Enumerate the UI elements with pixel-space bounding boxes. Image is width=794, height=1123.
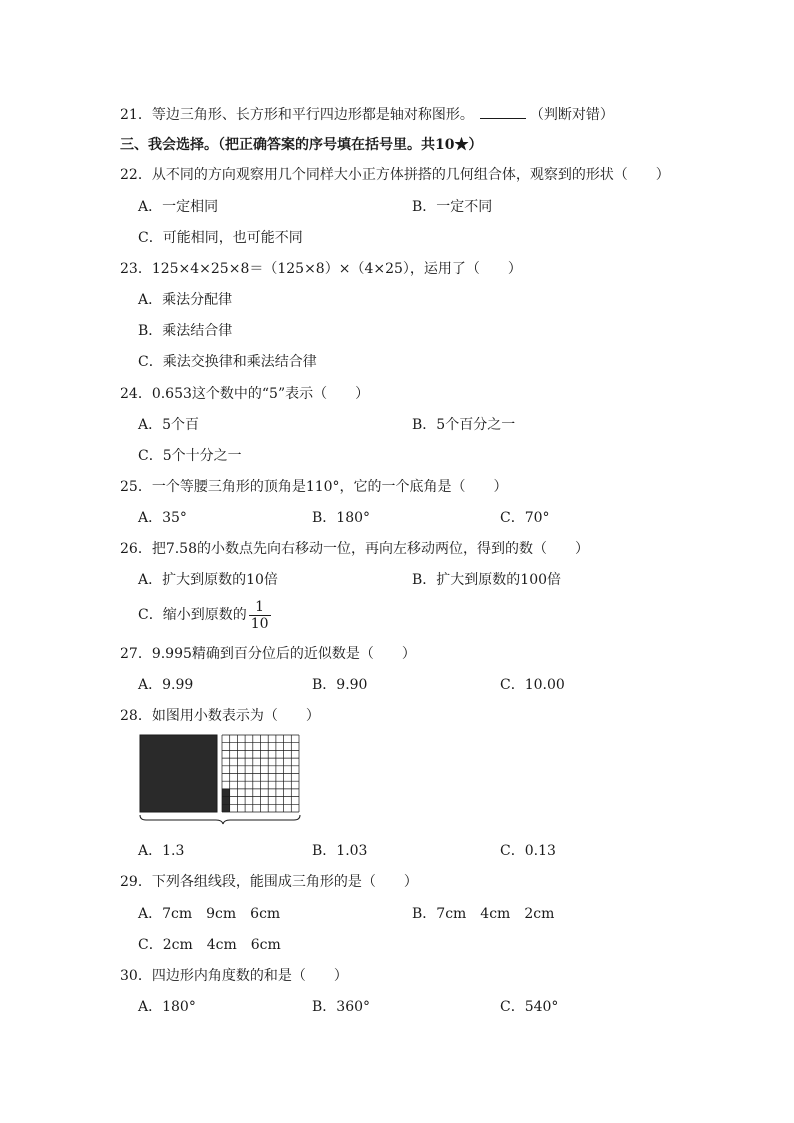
decimal-grid-figure xyxy=(138,733,308,825)
option-b[interactable]: B．360° xyxy=(312,999,371,1015)
option-c[interactable]: C．0.13 xyxy=(500,843,556,859)
question-22-stem: 22．从不同的方向观察用几个同样大小正方体拼搭的几何组合体，观察到的形状（ ） xyxy=(120,167,670,183)
fraction xyxy=(249,599,271,632)
question-25-stem: 25．一个等腰三角形的顶角是110°，它的一个底角是（ ） xyxy=(120,479,508,495)
option-c[interactable]: C．540° xyxy=(500,999,559,1015)
option-c[interactable]: C．70° xyxy=(500,510,550,526)
question-28-stem: 28．如图用小数表示为（ ） xyxy=(120,708,320,724)
fraction-numerator: 1 xyxy=(249,599,271,616)
hundred-grid xyxy=(222,735,299,812)
option-c-text: C．缩小到原数的 xyxy=(138,607,247,623)
answer-blank[interactable] xyxy=(480,104,526,119)
option-c[interactable]: C．可能相同，也可能不同 xyxy=(138,230,303,246)
question-21-text: 21．等边三角形、长方形和平行四边形都是轴对称图形。 xyxy=(120,107,474,123)
option-b[interactable]: B．9.90 xyxy=(312,677,368,693)
option-c[interactable]: C．乘法交换律和乘法结合律 xyxy=(138,354,317,370)
option-c[interactable]: C．5个十分之一 xyxy=(138,448,242,464)
fraction-denominator: 10 xyxy=(250,615,269,632)
brace xyxy=(140,815,300,824)
filled-square xyxy=(140,735,217,812)
question-21 xyxy=(120,104,614,124)
option-b[interactable]: B．1.03 xyxy=(312,843,368,859)
question-23-stem: 23．125×4×25×8＝（125×8）×（4×25），运用了（ ） xyxy=(120,261,522,277)
question-24-stem: 24．0.653这个数中的“5”表示（ ） xyxy=(120,386,370,402)
option-a[interactable]: A．1.3 xyxy=(138,843,185,859)
option-b[interactable]: B．180° xyxy=(312,510,371,526)
option-b[interactable]: B．7cm 4cm 2cm xyxy=(412,906,555,922)
option-a[interactable]: A．35° xyxy=(138,510,187,526)
question-27-stem: 27．9.995精确到百分位后的近似数是（ ） xyxy=(120,646,416,662)
option-b[interactable]: B．5个百分之一 xyxy=(412,417,516,433)
section-heading: 三、我会选择。（把正确答案的序号填在括号里。共10★） xyxy=(120,137,483,153)
option-a[interactable]: A．7cm 9cm 6cm xyxy=(138,906,281,922)
option-a[interactable]: A．扩大到原数的10倍 xyxy=(138,572,278,588)
option-a[interactable]: A．乘法分配律 xyxy=(138,292,233,308)
question-26-stem: 26．把7.58的小数点先向右移动一位，再向左移动两位，得到的数（ ） xyxy=(120,541,589,557)
option-a[interactable]: A．180° xyxy=(138,999,196,1015)
option-a[interactable]: A．5个百 xyxy=(138,417,200,433)
option-c[interactable] xyxy=(138,597,271,633)
question-21-suffix: （判断对错） xyxy=(529,107,614,123)
grid-filled-cell xyxy=(222,797,230,805)
option-b[interactable]: B．乘法结合律 xyxy=(138,323,233,339)
option-a[interactable]: A．一定相同 xyxy=(138,199,219,215)
question-30-stem: 30．四边形内角度数的和是（ ） xyxy=(120,968,348,984)
option-b[interactable]: B．扩大到原数的100倍 xyxy=(412,572,562,588)
option-a[interactable]: A．9.99 xyxy=(138,677,194,693)
question-29-stem: 29．下列各组线段，能围成三角形的是（ ） xyxy=(120,874,418,890)
grid-filled-cell xyxy=(222,804,230,812)
option-c[interactable]: C．2cm 4cm 6cm xyxy=(138,937,281,953)
grid-filled-cell xyxy=(222,789,230,797)
option-c[interactable]: C．10.00 xyxy=(500,677,565,693)
option-b[interactable]: B．一定不同 xyxy=(412,199,493,215)
